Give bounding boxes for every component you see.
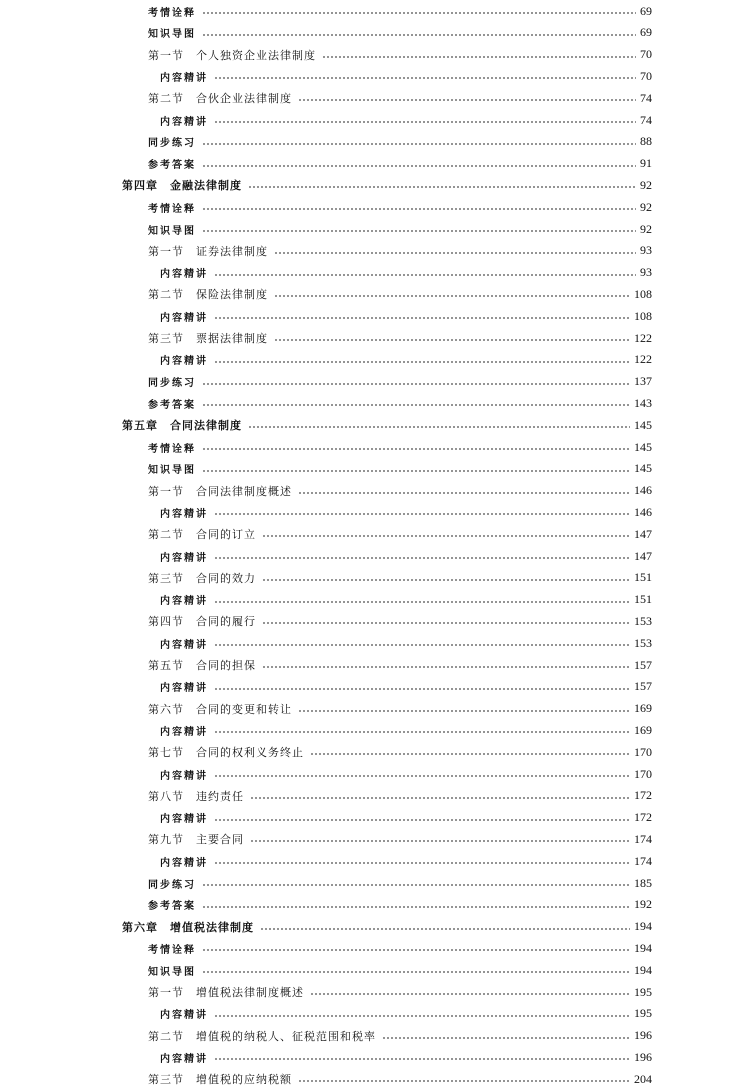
toc-section-entry[interactable] bbox=[148, 895, 652, 915]
dot-leader bbox=[250, 840, 630, 842]
toc-entry-page: 169 bbox=[634, 701, 652, 716]
toc-entry-page: 70 bbox=[640, 68, 652, 83]
toc-entry-title: 第二节 合伙企业法律制度 bbox=[148, 90, 298, 106]
toc-section-entry[interactable] bbox=[148, 197, 652, 217]
toc-entry-page: 192 bbox=[634, 897, 652, 912]
toc-section-entry[interactable] bbox=[148, 699, 652, 719]
toc-section-entry[interactable] bbox=[148, 241, 652, 261]
toc-entry-page: 74 bbox=[640, 112, 652, 127]
toc-subsection-entry[interactable] bbox=[160, 306, 652, 326]
toc-section-entry[interactable] bbox=[148, 786, 652, 806]
toc-subsection-entry[interactable] bbox=[160, 502, 652, 522]
dot-leader bbox=[202, 383, 630, 385]
toc-entry-page: 74 bbox=[640, 90, 652, 105]
dot-leader bbox=[202, 906, 630, 908]
dot-leader bbox=[214, 557, 630, 559]
toc-entry-title: 同步练习 bbox=[148, 374, 202, 389]
dot-leader bbox=[202, 230, 636, 232]
toc-entry-page: 172 bbox=[634, 810, 652, 825]
dot-leader bbox=[202, 12, 636, 14]
toc-entry-title: 第八节 违约责任 bbox=[148, 788, 250, 804]
toc-subsection-entry[interactable] bbox=[160, 851, 652, 871]
toc-chapter-entry[interactable] bbox=[122, 175, 652, 195]
toc-entry-title: 内容精讲 bbox=[160, 1050, 214, 1065]
toc-section-entry[interactable] bbox=[148, 1069, 652, 1089]
dot-leader bbox=[214, 731, 630, 733]
toc-entry-title: 考情诠释 bbox=[148, 440, 202, 455]
toc-section-entry[interactable] bbox=[148, 960, 652, 980]
dot-leader bbox=[298, 492, 630, 494]
toc-subsection-entry[interactable] bbox=[160, 764, 652, 784]
toc-entry-page: 174 bbox=[634, 853, 652, 868]
toc-subsection-entry[interactable] bbox=[160, 263, 652, 283]
toc-subsection-entry[interactable] bbox=[160, 590, 652, 610]
toc-section-entry[interactable] bbox=[148, 88, 652, 108]
toc-chapter-entry[interactable] bbox=[122, 917, 652, 937]
toc-entry-title: 同步练习 bbox=[148, 876, 202, 891]
toc-entry-title: 内容精讲 bbox=[160, 592, 214, 607]
toc-entry-title: 第一节 个人独资企业法律制度 bbox=[148, 47, 322, 63]
toc-entry-title: 内容精讲 bbox=[160, 69, 214, 84]
toc-entry-title: 知识导图 bbox=[148, 25, 202, 40]
dot-leader bbox=[214, 1015, 630, 1017]
dot-leader bbox=[214, 274, 636, 276]
toc-entry-title: 第四章 金融法律制度 bbox=[122, 177, 248, 193]
toc-section-entry[interactable] bbox=[148, 459, 652, 479]
toc-entry-page: 69 bbox=[640, 25, 652, 40]
dot-leader bbox=[202, 971, 630, 973]
toc-entry-title: 第二节 增值税的纳税人、征税范围和税率 bbox=[148, 1028, 382, 1044]
dot-leader bbox=[214, 1058, 630, 1060]
toc-entry-title: 第三节 增值税的应纳税额 bbox=[148, 1071, 298, 1087]
toc-entry-page: 92 bbox=[640, 177, 652, 192]
toc-entry-page: 195 bbox=[634, 1006, 652, 1021]
toc-entry-title: 内容精讲 bbox=[160, 1006, 214, 1021]
toc-entry-title: 第三节 票据法律制度 bbox=[148, 330, 274, 346]
dot-leader bbox=[202, 143, 636, 145]
toc-entry-title: 第六章 增值税法律制度 bbox=[122, 919, 260, 935]
toc-entry-page: 185 bbox=[634, 875, 652, 890]
toc-entry-title: 内容精讲 bbox=[160, 309, 214, 324]
toc-entry-page: 145 bbox=[634, 417, 652, 432]
dot-leader bbox=[214, 819, 630, 821]
toc-subsection-entry[interactable] bbox=[160, 66, 652, 86]
dot-leader bbox=[248, 426, 630, 428]
toc-entry-page: 170 bbox=[634, 744, 652, 759]
toc-entry-page: 153 bbox=[634, 613, 652, 628]
dot-leader bbox=[274, 252, 636, 254]
toc-entry-page: 157 bbox=[634, 657, 652, 672]
toc-entry-page: 69 bbox=[640, 3, 652, 18]
toc-entry-title: 内容精讲 bbox=[160, 505, 214, 520]
toc-section-entry[interactable] bbox=[148, 328, 652, 348]
dot-leader bbox=[202, 448, 630, 450]
toc-entry-title: 考情诠释 bbox=[148, 4, 202, 19]
toc-entry-page: 172 bbox=[634, 788, 652, 803]
toc-section-entry[interactable] bbox=[148, 982, 652, 1002]
dot-leader bbox=[202, 165, 636, 167]
toc-entry-title: 内容精讲 bbox=[160, 854, 214, 869]
dot-leader bbox=[298, 1080, 630, 1082]
toc-entry-title: 第二节 合同的订立 bbox=[148, 526, 262, 542]
toc-subsection-entry[interactable] bbox=[160, 808, 652, 828]
toc-entry-title: 同步练习 bbox=[148, 134, 202, 149]
toc-subsection-entry[interactable] bbox=[160, 546, 652, 566]
toc-entry-page: 147 bbox=[634, 526, 652, 541]
dot-leader bbox=[202, 884, 630, 886]
toc-section-entry[interactable] bbox=[148, 873, 652, 893]
toc-entry-page: 153 bbox=[634, 635, 652, 650]
toc-entry-title: 考情诠释 bbox=[148, 941, 202, 956]
dot-leader bbox=[214, 121, 636, 123]
dot-leader bbox=[248, 186, 636, 188]
toc-entry-page: 91 bbox=[640, 156, 652, 171]
toc-entry-title: 内容精讲 bbox=[160, 767, 214, 782]
toc-entry-page: 195 bbox=[634, 984, 652, 999]
toc-subsection-entry[interactable] bbox=[160, 677, 652, 697]
toc-entry-page: 137 bbox=[634, 374, 652, 389]
toc-entry-title: 内容精讲 bbox=[160, 113, 214, 128]
toc-entry-page: 157 bbox=[634, 679, 652, 694]
toc-entry-title: 内容精讲 bbox=[160, 810, 214, 825]
toc-entry-title: 内容精讲 bbox=[160, 679, 214, 694]
dot-leader bbox=[202, 404, 630, 406]
toc-entry-page: 122 bbox=[634, 330, 652, 345]
toc-entry-title: 内容精讲 bbox=[160, 636, 214, 651]
toc-entry-page: 70 bbox=[640, 47, 652, 62]
toc-entry-title: 参考答案 bbox=[148, 156, 202, 171]
toc-entry-title: 知识导图 bbox=[148, 461, 202, 476]
toc-section-entry[interactable] bbox=[148, 45, 652, 65]
dot-leader bbox=[310, 753, 630, 755]
dot-leader bbox=[214, 601, 630, 603]
toc-subsection-entry[interactable] bbox=[160, 110, 652, 130]
toc-entry-title: 第一节 合同法律制度概述 bbox=[148, 483, 298, 499]
dot-leader bbox=[202, 949, 630, 951]
toc-entry-title: 考情诠释 bbox=[148, 200, 202, 215]
toc-entry-page: 169 bbox=[634, 722, 652, 737]
dot-leader bbox=[382, 1037, 630, 1039]
toc-entry-title: 第一节 证券法律制度 bbox=[148, 243, 274, 259]
toc-section-entry[interactable] bbox=[148, 132, 652, 152]
toc-subsection-entry[interactable] bbox=[160, 633, 652, 653]
toc-section-entry[interactable] bbox=[148, 1026, 652, 1046]
dot-leader bbox=[262, 666, 630, 668]
toc-entry-page: 170 bbox=[634, 766, 652, 781]
dot-leader bbox=[214, 688, 630, 690]
toc-entry-page: 146 bbox=[634, 483, 652, 498]
toc-section-entry[interactable] bbox=[148, 23, 652, 43]
toc-entry-title: 内容精讲 bbox=[160, 723, 214, 738]
dot-leader bbox=[214, 644, 630, 646]
dot-leader bbox=[214, 775, 630, 777]
toc-entry-title: 内容精讲 bbox=[160, 265, 214, 280]
toc-entry-page: 92 bbox=[640, 221, 652, 236]
toc-entry-page: 194 bbox=[634, 919, 652, 934]
toc-entry-page: 174 bbox=[634, 831, 652, 846]
toc-section-entry[interactable] bbox=[148, 524, 652, 544]
dot-leader bbox=[310, 993, 630, 995]
toc-entry-page: 145 bbox=[634, 461, 652, 476]
toc-section-entry[interactable] bbox=[148, 372, 652, 392]
toc-section-entry[interactable] bbox=[148, 568, 652, 588]
toc-entry-page: 196 bbox=[634, 1049, 652, 1064]
toc-entry-page: 146 bbox=[634, 504, 652, 519]
toc-entry-title: 知识导图 bbox=[148, 222, 202, 237]
toc-entry-page: 88 bbox=[640, 134, 652, 149]
dot-leader bbox=[298, 710, 630, 712]
toc-entry-title: 第九节 主要合同 bbox=[148, 831, 250, 847]
toc-section-entry[interactable] bbox=[148, 219, 652, 239]
dot-leader bbox=[274, 339, 630, 341]
dot-leader bbox=[298, 99, 636, 101]
dot-leader bbox=[202, 470, 630, 472]
dot-leader bbox=[322, 56, 636, 58]
toc-subsection-entry[interactable] bbox=[160, 350, 652, 370]
toc-section-entry[interactable] bbox=[148, 393, 652, 413]
dot-leader bbox=[262, 535, 630, 537]
toc-entry-page: 122 bbox=[634, 352, 652, 367]
toc-entry-title: 第六节 合同的变更和转让 bbox=[148, 701, 298, 717]
toc-subsection-entry[interactable] bbox=[160, 720, 652, 740]
toc-entry-page: 196 bbox=[634, 1028, 652, 1043]
toc-subsection-entry[interactable] bbox=[160, 1004, 652, 1024]
toc-section-entry[interactable] bbox=[148, 437, 652, 457]
toc-entry-page: 108 bbox=[634, 286, 652, 301]
dot-leader bbox=[260, 928, 630, 930]
toc-entry-page: 108 bbox=[634, 308, 652, 323]
dot-leader bbox=[214, 361, 630, 363]
toc-entry-page: 194 bbox=[634, 962, 652, 977]
toc-entry-page: 93 bbox=[640, 265, 652, 280]
dot-leader bbox=[214, 77, 636, 79]
dot-leader bbox=[214, 862, 630, 864]
toc-section-entry[interactable] bbox=[148, 154, 652, 174]
dot-leader bbox=[250, 797, 630, 799]
toc-section-entry[interactable] bbox=[148, 938, 652, 958]
toc-entry-title: 参考答案 bbox=[148, 396, 202, 411]
toc-entry-title: 第七节 合同的权利义务终止 bbox=[148, 744, 310, 760]
toc-entry-title: 内容精讲 bbox=[160, 352, 214, 367]
toc-section-entry[interactable] bbox=[148, 655, 652, 675]
toc-entry-page: 204 bbox=[634, 1071, 652, 1086]
dot-leader bbox=[214, 513, 630, 515]
toc-section-entry[interactable] bbox=[148, 829, 652, 849]
toc-entry-title: 第一节 增值税法律制度概述 bbox=[148, 984, 310, 1000]
toc-section-entry[interactable] bbox=[148, 1, 652, 21]
toc-section-entry[interactable] bbox=[148, 284, 652, 304]
toc-section-entry[interactable] bbox=[148, 481, 652, 501]
toc-entry-title: 参考答案 bbox=[148, 897, 202, 912]
toc-entry-page: 145 bbox=[634, 439, 652, 454]
toc-entry-page: 147 bbox=[634, 548, 652, 563]
toc-section-entry[interactable] bbox=[148, 611, 652, 631]
toc-entry-title: 内容精讲 bbox=[160, 549, 214, 564]
toc-chapter-entry[interactable] bbox=[122, 415, 652, 435]
toc-entry-page: 92 bbox=[640, 199, 652, 214]
toc-entry-title: 第五节 合同的担保 bbox=[148, 657, 262, 673]
dot-leader bbox=[262, 579, 630, 581]
toc-entry-title: 第五章 合同法律制度 bbox=[122, 417, 248, 433]
toc-entry-page: 93 bbox=[640, 243, 652, 258]
toc-entry-title: 第四节 合同的履行 bbox=[148, 613, 262, 629]
toc-subsection-entry[interactable] bbox=[160, 1047, 652, 1067]
toc-entry-title: 第三节 合同的效力 bbox=[148, 570, 262, 586]
dot-leader bbox=[262, 622, 630, 624]
dot-leader bbox=[202, 208, 636, 210]
toc-entry-page: 143 bbox=[634, 395, 652, 410]
toc-entry-title: 第二节 保险法律制度 bbox=[148, 286, 274, 302]
toc-entry-page: 194 bbox=[634, 940, 652, 955]
toc-entry-page: 151 bbox=[634, 570, 652, 585]
dot-leader bbox=[202, 34, 636, 36]
toc-entry-title: 知识导图 bbox=[148, 963, 202, 978]
dot-leader bbox=[214, 317, 630, 319]
toc-entry-page: 151 bbox=[634, 592, 652, 607]
toc-section-entry[interactable] bbox=[148, 742, 652, 762]
dot-leader bbox=[274, 295, 630, 297]
